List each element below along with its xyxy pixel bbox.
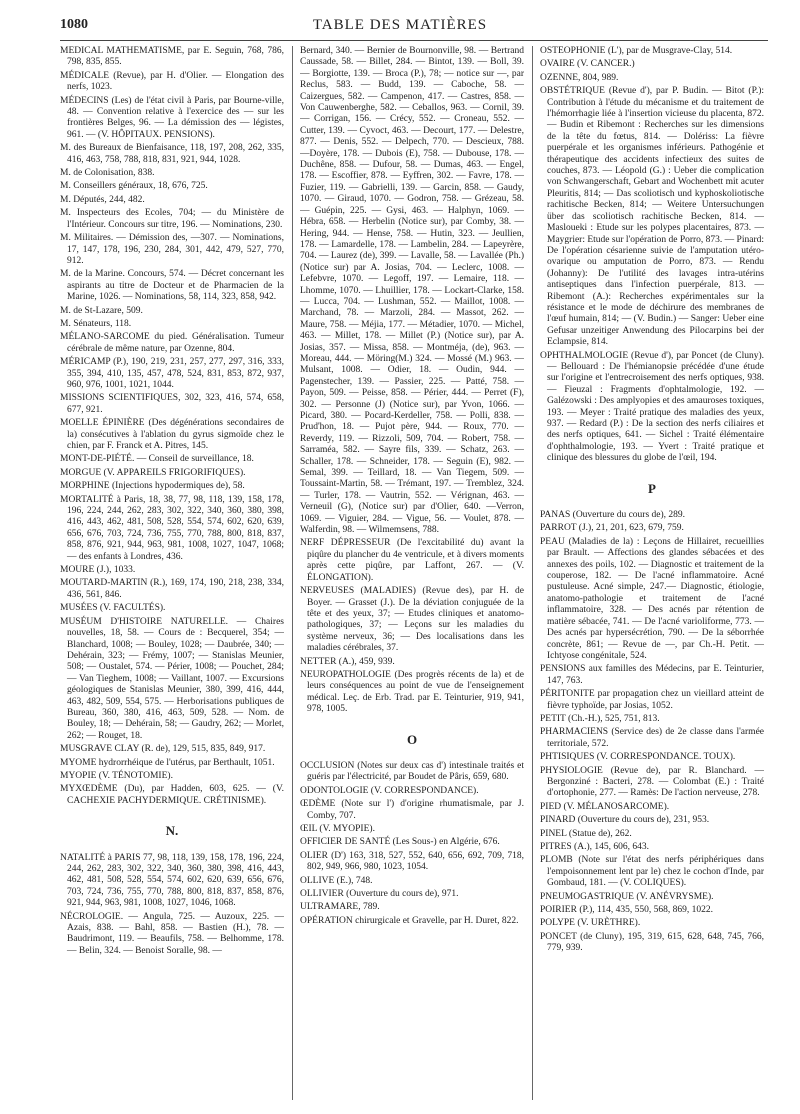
- index-entry: NEUROPATHOLOGIE (Des progrès récents de la) et de leurs conséquences au point de vue de l'enseignement médical. Leç. de Erb. Trad. par E. Teinturier, 919, 941, 978, 1005.: [300, 669, 524, 715]
- index-entry: PEAU (Maladies de la) : Leçons de Hillairet, recueillies par Brault. — Affections des glandes sébacées et des annexes des poils, 102. — Diagnostic et traitement de la couperose, 182. — De l'acné inflammatoire. Acné pustuleuse. Acné simple, 247.— Diagnostic, étiologie, anatomo-pathologie et traitement de l'acné inflammatoire, 328. — Des acnés par rétention de matière sébacée, 741. — De l'acné varioliforme, 773. — Des acnés par hypersécrétion, 790. — De la séborrhée concrète, 861; — Revue de —, par Ch.-H. Petit. — Ichtyose congénitale, 524.: [540, 536, 764, 661]
- index-entry: PITRES (A.), 145, 606, 643.: [540, 842, 649, 852]
- index-entry: OBSTÉTRIQUE (Revue d'), par P. Budin. — Bitot (P.): Contribution à l'étude du mécanisme et du traitement de l'hémorrhagie liée à l'insertion vicieuse du placenta, 872. — Budin et Ribemont : Recherches sur les dimensions de la tête du fœtus, 814. — Dolériss: La fièvre puerpérale et les organismes inférieurs. Pathogénie et thérapeutique des accidents infectieux des suites de couches, 873. — Léopold (G.) : Ueber die complication von Schwangerschaft, Gebart and Wochenbett mit acuter Pleuritis, 814; — Das scoliotisch und kyphoskoliotische rachitische Becken, 814; — Weitere Untersuchungen über das scoliotisch rachitische Becken, 814. — Masloueki : Etude sur les polypes placentaires, 873. — Maygrier: Etude sur l'opération de Porro, 873. — Pinard: De l'opération césarienne suivie de l'amputation utéro-ovarique ou amputation de Porro, 873. — Rendu (Johanny): De l'utilité des lavages intra-utérins antiseptiques dans l'infection puerpérale, 813. — Ribemont (A.): Recherches expérimentales sur la résistance et le mode de déchirure des membranes de l'œuf humain, 814; — (V. Budin.) — Sanger: Ueber eine Gefusar unzeitiger Anwendung des Pilocarpins bei der Eclampsie, 814.: [540, 86, 764, 348]
- index-entry: MUSÉES (V. FACULTÉS).: [60, 603, 166, 614]
- section-letter: P: [648, 480, 656, 496]
- index-entry: ŒIL (V. MYOPIE).: [300, 824, 375, 834]
- index-entry: PINARD (Ouverture du cours de), 231, 953.: [540, 815, 710, 826]
- index-column-3: [540, 46, 764, 1104]
- index-entry: ODONTOLOGIE (V. CORRESPONDANCE).: [300, 785, 479, 796]
- index-entry: POIRIER (P.), 114, 435, 550, 568, 869, 1022.: [540, 905, 714, 916]
- section-letter: O: [406, 731, 418, 747]
- index-entry: MISSIONS SCIENTIFIQUES, 302, 323, 416, 574, 658, 677, 921.: [60, 393, 284, 415]
- index-entry: NERVEUSES (MALADIES) (Revue des), par H. de Boyer. — Grasset (J.). De la déviation conjuguée de la tête et des yeux, 37; — Etudes cliniques et anatomo-pathologiques, 37; — Leçons sur les maladies du système nerveux, 36; — Des localisations dans les maladies cérébrales, 37.: [300, 586, 524, 654]
- index-entry: OPHTHALMOLOGIE (Revue d'), par Poncet (de Cluny). — Bellouard : De l'hémianopsie précédée d'une étude sur l'origine et l'entrecroisement des nerfs optiques, 938. — Fieuzal : Fragments d'ophtalmologie, 192. — Galézowski : Des amplyopies et des amauroses toxiques, 193. — Meyer : Traité pratique des maladies des yeux, 937. — Redard (P.) : De la section des nerfs ciliaires et des nerfs optiques, 641. — Sichel : Traité élémentaire d'ophthalmologie, 193. — Yvert : Traité pratique et clinique des blessures du globe de l'œil, 194.: [540, 350, 764, 464]
- index-entry: PLOMB (Note sur l'état des nerfs périphériques dans l'empoisonnement lent par le) chez le cochon d'Inde, par Gombaud, 181. — (V. COLIQUES).: [540, 855, 764, 889]
- index-entry: OCCLUSION (Notes sur deux cas d') intestinale traités et guéris par l'électricité, par Boudet de Pâris, 659, 680.: [300, 760, 524, 783]
- index-entry: MOELLE ÉPINIÈRE (Des dégénérations secondaires de la) consécutives à l'ablation du gyrus sigmoïde chez le chien, par F. Franck et A. Pitres, 145.: [60, 418, 284, 451]
- index-entry: OFFICIER DE SANTÉ (Les Sous-) en Algérie, 676.: [300, 837, 500, 848]
- index-entry: NATALITÉ à PARIS 77, 98, 118, 139, 158, 178, 196, 224, 244, 262, 283, 302, 322, 340, 360, 380, 398, 416, 443, 462, 481, 508, 528, 554, 574, 602, 620, 639, 656, 676, 703, 724, 736, 755, 770, 788, 800, 818, 837, 858, 876, 921, 944, 963, 981, 1008, 1027, 1046, 1068.: [60, 852, 284, 909]
- index-entry: M. des Bureaux de Bienfaisance, 118, 197, 208, 262, 335, 416, 463, 758, 788, 818, 831, 921, 944, 1028.: [60, 143, 284, 165]
- index-entry: MÉRICAMP (P.), 190, 219, 231, 257, 277, 297, 316, 333, 355, 394, 410, 135, 457, 478, 524, 831, 853, 872, 937, 960, 976, 1001, 1021, 1044.: [60, 357, 284, 390]
- column-divider: [292, 46, 293, 1100]
- index-entry: M. Militaires. — Démission des, —307. — Nominations, 17, 147, 178, 196, 230, 284, 301, 442, 479, 527, 770, 912.: [60, 233, 284, 266]
- index-entry: NETTER (A.), 459, 939.: [300, 656, 395, 667]
- index-entry: ULTRAMARE, 789.: [300, 902, 380, 913]
- index-entry: PNEUMOGASTRIQUE (V. ANÉVRYSME).: [540, 891, 714, 902]
- index-entry: M. Sénateurs, 118.: [60, 318, 132, 329]
- index-entry: M. de Colonisation, 838.: [60, 168, 155, 179]
- index-entry: OSTÉOPHONIE (L'), par de Musgrave-Clay, 514.: [540, 46, 733, 56]
- index-entry: PINEL (Statue de), 262.: [540, 828, 632, 839]
- index-entry: PENSIONS aux familles des Médecins, par E. Teinturier, 147, 763.: [540, 664, 764, 686]
- index-entry: PARROT (J.), 21, 201, 623, 679, 759.: [540, 523, 684, 534]
- index-entry: MOURE (J.), 1033.: [60, 565, 136, 576]
- index-column-2: [300, 46, 524, 1104]
- index-entry: MYXŒDÈME (Du), par Hadden, 603, 625. — (V. CACHEXIE PACHYDERMIQUE. CRÉTINISME).: [60, 784, 284, 806]
- index-entry: PHARMACIENS (Service des) de 2e classe dans l'armée territoriale, 572.: [540, 727, 764, 749]
- index-entry: OLLIVE (E.), 748.: [300, 875, 373, 886]
- index-entry: MOUTARD-MARTIN (R.), 169, 174, 190, 218, 238, 334, 436, 561, 846.: [60, 578, 284, 600]
- index-entry: ŒDÈME (Note sur l') d'origine rhumatismale, par J. Comby, 707.: [300, 799, 524, 821]
- index-entry: PETIT (Ch.-H.), 525, 751, 813.: [540, 713, 660, 724]
- index-entry: PÉRITONITE par propagation chez un vieillard atteint de fièvre typhoïde, par Josias, 1052.: [540, 689, 764, 711]
- index-entry: NERF DÉPRESSEUR (De l'excitabilité du) avant la piqûre du plancher du 4e ventricule, et à divers moments après cette piqûre, par Laffont, 267. — (V. ÉLONGATION).: [300, 538, 524, 583]
- section-letter: N.: [165, 823, 179, 839]
- index-entry: MÉDICALE (Revue), par H. d'Olier. — Elongation des nerfs, 1023.: [60, 70, 284, 93]
- index-entry: OPÉRATION chirurgicale et Gravelle, par H. Duret, 822.: [300, 915, 519, 926]
- index-entry: MYOPIE (V. TÉNOTOMIE).: [60, 770, 173, 781]
- page-header: [0, 14, 800, 38]
- index-entry: MORPHINE (Injections hypodermiques de), 58.: [60, 481, 245, 492]
- index-entry: MUSGRAVE CLAY (R. de), 129, 515, 835, 849, 917.: [60, 744, 266, 755]
- index-entry: Bernard, 340. — Bernier de Bournonville, 98. — Bertrand Caussade, 58. — Billet, 284. — Bintot, 139. — Boll, 39. — Borgiotte, 139. — Broca (P.), 78; — notice sur —, par Reclus, 583. — Budd, 139. — Caboche, 58. — Caizergues, 582. — Campenon, 417. — Castres, 858. — Von Cauwenberghe, 582. — Ceballos, 963. — Cornil, 39. — Corrigan, 156. — Crécy, 552. — Croneau, 552. — Cutter, 139. — Cyvoct, 463. — Decourt, 177. — Delestre, 877. — Denis, 552. — Delpech, 770. — Descieux, 788. —Doyère, 178. — Dubois (E), 758. — Dubouse, 178. — Duchêne, 858. — Dufour, 58. — Dumas, 463. — Engel, 178. — Escoffier, 878. — Eyffren, 302. — Favre, 178. — Fuzier, 119. — Gabrielli, 139. — Garcin, 858. — Gaudy, 1070. — Giraud, 1070. — Godron, 758. — Grézeau, 58. — Guépin, 225. — Gysi, 463. — Halphyn, 1069. — Hébra, 658. — Herbelin (Notice sur), par Comby, 38. — Hering, 944. — Hense, 758. — Hutin, 323. — Jeullien, 178. — Lamardelle, 178. — Lambelin, 284. — Lapeyrère, 704. — Laurez (de), 399. — Lavalle, 58. — Lavallée (Ph.) (Notice sur) par A. Josias, 704. — Leclerc, 1008. — Lefebvre, 1070. — Legoff, 197. — Lemaire, 118. — Lhomme, 1070. — Lhuillier, 178. — Lockart-Clarke, 158. — Lucca, 704. — Lushman, 552. — Maillot, 1008. — Marchand, 78. — Marzoli, 284. — Massot, 262. — Maure, 758. — Méjia, 177. — Métadier, 1070. — Michel, 463. — Millet, 178. — Millet (P.) (Notice sur), par A. Josias, 357. — Missa, 858. — Montméja, (de), 963. — Moreau, 444. — Möring(M.) 324. — Mossé (M.) 963. — Mulsant, 1008. — Odier, 18. — Oudin, 944. — Pagenstecher, 139. — Passier, 225. — Patté, 758. — Payon, 509. — Peisse, 858. — Périer, 444. — Perret (F), 302. — Personne (J) (Notice sur), par Yvon, 1066. — Picard, 380. — Pocard-Kerdeller, 758. — Polli, 838. — Prud'hon, 18. — Pujot père, 944. — Roux, 770. — Reverdy, 119. — Rizzoli, 509, 704. — Robert, 758. — Sarraméa, 582. — Sayre fils, 339. — Schatz, 263. — Schaller, 178. — Schneider, 178. — Seguin (E), 982. — Semal, 399. — Teillard, 18. — Van Tiegem, 509. — Toussaint-Martin, 58. — Trémant, 197. — Tremblez, 324. — Turler, 178. — Vautrin, 552. — Vérignan, 463. — Verneuil (G), (Notice sur) par d'Olier, 640. —Verron, 1069. — Viguier, 284. — Vigue, 56. — Voulet, 878. — Walferdin, 98. — Wilmemsens, 788.: [300, 46, 524, 536]
- index-entry: MÉLANO-SARCOME du pied. Généralisation. Tumeur cérébrale de même nature, par Ozenne, 804.: [60, 332, 284, 354]
- index-entry: OVAIRE (V. CANCER.): [540, 59, 635, 70]
- index-entry: MORTALITÉ à Paris, 18, 38, 77, 98, 118, 139, 158, 178, 196, 224, 244, 262, 283, 302, 322, 340, 360, 380, 398, 416, 443, 462, 481, 508, 528, 554, 574, 602, 620, 639, 656, 676, 703, 724, 736, 755, 770, 788, 800, 818, 837, 858, 876, 921, 944, 963, 981, 1008, 1027, 1047, 1068; — des enfants à Londres, 436.: [60, 494, 284, 562]
- index-entry: OZENNE, 804, 989.: [540, 72, 619, 83]
- index-entry: NÉCROLOGIE. — Angula, 725. — Auzoux, 225. — Azais, 838. — Bahl, 858. — Bastien (H.), 78. — Baudrimont, 119. — Beaufils, 758. — Belhomme, 178. — Belin, 324. — Benoist Soralle, 98. —: [60, 911, 284, 956]
- page-number: 1080: [60, 17, 88, 32]
- index-entry: POLYPE (V. URÈTHRE).: [540, 918, 641, 929]
- index-entry: PHTISIQUES (V. CORRESPONDANCE. TOUX).: [540, 752, 736, 763]
- index-entry: M. Conseillers généraux, 18, 676, 725.: [60, 181, 208, 192]
- index-column-1: [60, 46, 284, 1104]
- index-entry: OLLIVIER (Ouverture du cours de), 971.: [300, 889, 459, 900]
- column-divider: [532, 46, 533, 1100]
- index-entry: MÉDICAL MATHÉMATISME, par E. Seguin, 768, 786, 798, 835, 855.: [60, 46, 284, 68]
- index-entry: MORGUE (V. APPAREILS FRIGORIFIQUES).: [60, 467, 246, 478]
- index-entry: M. de St-Lazare, 509.: [60, 305, 143, 316]
- index-entry: M. de la Marine. Concours, 574. — Décret concernant les aspirants au titre de Docteur et de Pharmacien de la Marine, 1026. — Nominations, 58, 114, 323, 858, 942.: [60, 269, 284, 303]
- index-entry: M. Inspecteurs des Ecoles, 704; — du Ministère de l'Intérieur. Concours sur titre, 196. — Nominations, 230.: [60, 208, 284, 230]
- index-entry: PIED (V. MÉLANOSARCOME).: [540, 801, 670, 812]
- index-entry: MONT-DE-PIÉTÉ. — Conseil de surveillance, 18.: [60, 454, 254, 465]
- index-entry: MÉDECINS (Les) de l'état civil à Paris, par Bourne-ville, 48. — Convention relative à l'exercice des — sur les frontières Belges, 96. — La démission des — légistes, 961. — (V. HÔPITAUX. PENSIONS).: [60, 95, 284, 140]
- index-entry: MYOME hydrorrhéique de l'utérus, par Berthault, 1051.: [60, 757, 275, 768]
- index-entry: PHYSIOLOGIE (Revue de), par R. Blanchard. — Bergonziné : Bacteri, 278. — Colombat (E.) : Traité d'ortophonie, 277. — Ramès: De l'action nerveuse, 278.: [540, 765, 764, 799]
- running-title: TABLE DES MATIÈRES: [312, 17, 488, 33]
- header-rule: [60, 40, 768, 41]
- index-entry: M. Députés, 244, 482.: [60, 194, 145, 205]
- index-entry: MUSÉUM D'HISTOIRE NATURELLE. — Chaires nouvelles, 18, 58. — Cours de : Becquerel, 354; — Blanchard, 1008; — Bouley, 1028; — Daubrée, 340; — Dehérain, 323; — Frémy, 1007; — Stanislas Meunier, 508; — Oustalet, 574. — Périer, 1008; — Pouchet, 284; — Van Tieghem, 1008; — Vaillant, 1007. — Excursions géologiques de Stanislas Meunier, 380, 399, 416, 444, 463, 482, 509, 554, 575. — Herborisations publiques de Bureau, 360, 380, 416, 463, 509, 528. — Nom. de Bouley, 18; — Dehérain, 58; — Gaudry, 262; — Morlet, 262; — Rouget, 18.: [60, 616, 284, 741]
- index-entry: PONCET (de Cluny), 195, 319, 615, 628, 648, 745, 766, 779, 939.: [540, 931, 764, 954]
- index-entry: OLIER (D') 163, 318, 527, 552, 640, 656, 692, 709, 718, 802, 949, 966, 980, 1023, 1054.: [300, 850, 524, 873]
- index-entry: PANAS (Ouverture du cours de), 289.: [540, 510, 686, 521]
